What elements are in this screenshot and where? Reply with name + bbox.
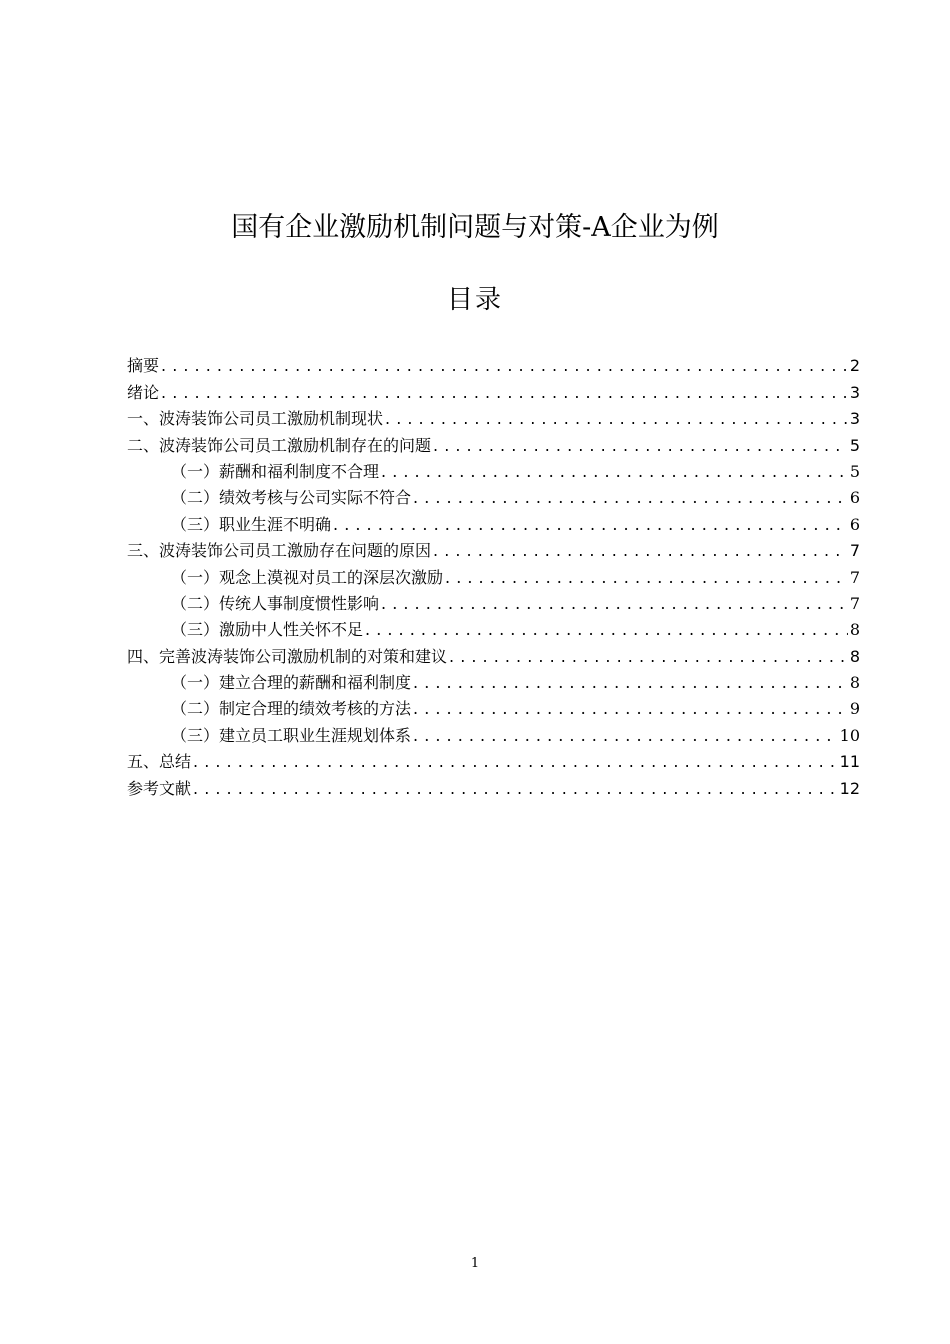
toc-entry-label: （二）绩效考核与公司实际不符合 <box>171 488 412 508</box>
toc-entry-page: 8 <box>849 673 860 693</box>
toc-entry-section-2-2[interactable] <box>127 482 860 508</box>
toc-entry-page: 6 <box>849 488 860 508</box>
toc-dot-leader <box>449 647 848 667</box>
toc-entry-section-2-3[interactable] <box>127 508 860 534</box>
toc-entry-section-3[interactable] <box>127 535 860 561</box>
toc-entry-page: 7 <box>849 541 860 561</box>
toc-entry-page: 10 <box>839 725 860 745</box>
toc-dot-leader <box>193 779 838 799</box>
toc-entry-label: （二）传统人事制度惯性影响 <box>171 593 380 613</box>
toc-dot-leader <box>381 594 848 614</box>
toc-entry-label: 一、波涛装饰公司员工激励机制现状 <box>127 409 384 429</box>
toc-dot-leader <box>445 568 848 588</box>
toc-entry-section-1[interactable] <box>127 403 860 429</box>
toc-entry-page: 3 <box>849 409 860 429</box>
toc-entry-page: 5 <box>849 435 860 455</box>
toc-entry-introduction[interactable] <box>127 376 860 402</box>
table-of-contents <box>127 350 860 799</box>
toc-entry-section-4-2[interactable] <box>127 693 860 719</box>
toc-entry-label: （一）薪酬和福利制度不合理 <box>171 461 380 481</box>
toc-entry-label: 四、完善波涛装饰公司激励机制的对策和建议 <box>127 646 448 666</box>
document-title: 国有企业激励机制问题与对策-A企业为例 <box>231 212 719 243</box>
toc-entry-section-4[interactable] <box>127 640 860 666</box>
toc-entry-section-2[interactable] <box>127 429 860 455</box>
toc-dot-leader <box>413 673 848 693</box>
toc-dot-leader <box>161 383 848 403</box>
toc-entry-page: 6 <box>849 514 860 534</box>
page-number: 1 <box>470 1256 480 1271</box>
toc-entry-references[interactable] <box>127 772 860 798</box>
toc-entry-section-3-3[interactable] <box>127 614 860 640</box>
toc-entry-label: 三、波涛装饰公司员工激励存在问题的原因 <box>127 541 432 561</box>
toc-entry-section-4-3[interactable] <box>127 719 860 745</box>
toc-entry-abstract[interactable] <box>127 350 860 376</box>
toc-entry-label: （三）激励中人性关怀不足 <box>171 620 364 640</box>
toc-entry-label: 摘要 <box>127 356 160 376</box>
toc-entry-label: （二）制定合理的绩效考核的方法 <box>171 699 412 719</box>
toc-dot-leader <box>193 752 838 772</box>
toc-entry-label: （一）建立合理的薪酬和福利制度 <box>171 673 412 693</box>
toc-entry-label: （一）观念上漠视对员工的深层次激励 <box>171 567 444 587</box>
toc-dot-leader <box>161 356 848 376</box>
toc-dot-leader <box>385 409 848 429</box>
toc-dot-leader <box>413 488 848 508</box>
toc-entry-page: 9 <box>849 699 860 719</box>
toc-heading: 目录 <box>446 285 503 315</box>
toc-entry-label: （三）职业生涯不明确 <box>171 514 332 534</box>
toc-entry-label: 参考文献 <box>127 778 192 798</box>
toc-entry-page: 12 <box>839 778 860 798</box>
toc-entry-page: 3 <box>849 382 860 402</box>
toc-entry-label: 绪论 <box>127 382 160 402</box>
toc-dot-leader <box>333 515 848 535</box>
toc-entry-section-4-1[interactable] <box>127 667 860 693</box>
toc-entry-page: 7 <box>849 567 860 587</box>
toc-entry-page: 8 <box>849 646 860 666</box>
toc-entry-page: 8 <box>849 620 860 640</box>
toc-dot-leader <box>433 541 848 561</box>
toc-entry-section-3-1[interactable] <box>127 561 860 587</box>
toc-dot-leader <box>433 436 848 456</box>
toc-dot-leader <box>413 699 848 719</box>
toc-entry-section-2-1[interactable] <box>127 456 860 482</box>
toc-entry-page: 11 <box>839 752 860 772</box>
toc-entry-page: 2 <box>849 356 860 376</box>
toc-entry-label: 五、总结 <box>127 752 192 772</box>
toc-entry-label: （三）建立员工职业生涯规划体系 <box>171 725 412 745</box>
toc-dot-leader <box>381 462 848 482</box>
toc-entry-page: 5 <box>849 461 860 481</box>
toc-entry-page: 7 <box>849 593 860 613</box>
toc-dot-leader <box>365 620 848 640</box>
toc-dot-leader <box>413 726 838 746</box>
toc-entry-section-5[interactable] <box>127 746 860 772</box>
toc-entry-label: 二、波涛装饰公司员工激励机制存在的问题 <box>127 435 432 455</box>
toc-entry-section-3-2[interactable] <box>127 588 860 614</box>
